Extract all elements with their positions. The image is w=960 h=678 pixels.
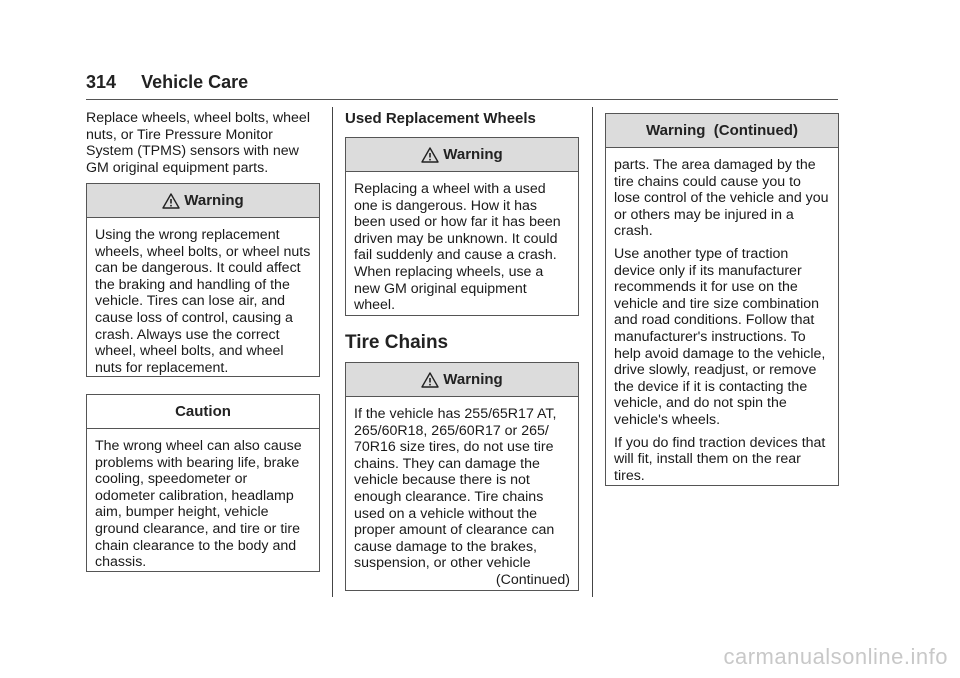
page-number: 314 [86,72,117,92]
watermark: carmanualsonline.info [723,644,948,669]
column-divider [592,107,593,597]
warning-title: Warning [184,192,244,209]
warning-title: Warning [443,146,503,163]
intro-paragraph: Replace wheels, wheel bolts, wheel nuts, or Tire Pressure Monitor System (TPMS) sensors with new GM original equipment parts. [86,110,310,176]
caution-title: Caution [175,403,231,420]
warning-paragraph: If you do find traction devices that will fit, install them on the rear tires. [614,434,826,484]
header-rule [86,99,838,100]
warning-title: Warning [443,371,503,388]
continued-label: (Continued) [495,571,570,588]
warning-paragraph: Use another type of traction device only if its manufacturer recommends it for use on the vehicle and tire size combination and road conditions. Follow that manufacturer's instructions. To help avoid damage to the vehicle, drive slowly, readjust, or remove the device if it is contacting the vehicle, and do not spin the vehicle's wheels. [614,245,826,428]
caution-text: The wrong wheel can also cause problems with bearing life, brake cooling, speedometer or odometer calibration, headlamp aim, bumper height, vehicle ground clearance, and tire or tire chain clearance to the body and chassis. [95,438,302,571]
warning-title: Warning (Continued) [646,122,798,139]
warning-text: Using the wrong replacement wheels, wheel bolts, or wheel nuts can be dangerous. It could affect the braking and handling of the vehicle. Tires can lose air, and cause loss of control, causing a crash. Always use the correct wheel, wheel bolts, and wheel nuts for replacement. [95,227,311,376]
warning-text: If the vehicle has 255/65R17 AT, 265/60R18, 265/60R17 or 265/ 70R16 size tires, do not use tire chains. They can damage the vehicle because there is not enough clearance. Tire chains used on a vehicle without the proper amount of clearance can cause damage to the brakes, suspension, or other vehicle [354,406,557,572]
warning-triangle-icon [421,147,439,163]
left-intro [86,110,318,176]
warning-box-wrong-wheels [86,183,320,377]
warning-header [606,114,838,148]
warning-triangle-icon [421,372,439,388]
warning-header [87,184,319,218]
warning-box-used-wheels [345,137,579,316]
caution-box [86,394,320,572]
page-title: Vehicle Care [141,72,249,92]
warning-header [346,363,578,397]
caution-header [87,395,319,429]
page-header [86,72,248,93]
warning-header [346,138,578,172]
warning-text: Replacing a wheel with a used one is dangerous. How it has been used or how far it has been driven may be unknown. It could fail suddenly and cause a crash. When replacing wheels, use a new GM original equipment wheel. [354,181,561,314]
warning-box-tire-chains [345,362,579,591]
section-heading-used-wheels: Used Replacement Wheels [345,110,536,127]
section-heading-tire-chains: Tire Chains [345,332,449,353]
warning-triangle-icon [162,193,180,209]
warning-box-continued [605,113,839,486]
warning-paragraph: parts. The area damaged by the tire chains could cause you to lose control of the vehicle and you or others may be injured in a crash. [614,157,829,240]
column-divider [332,107,333,597]
